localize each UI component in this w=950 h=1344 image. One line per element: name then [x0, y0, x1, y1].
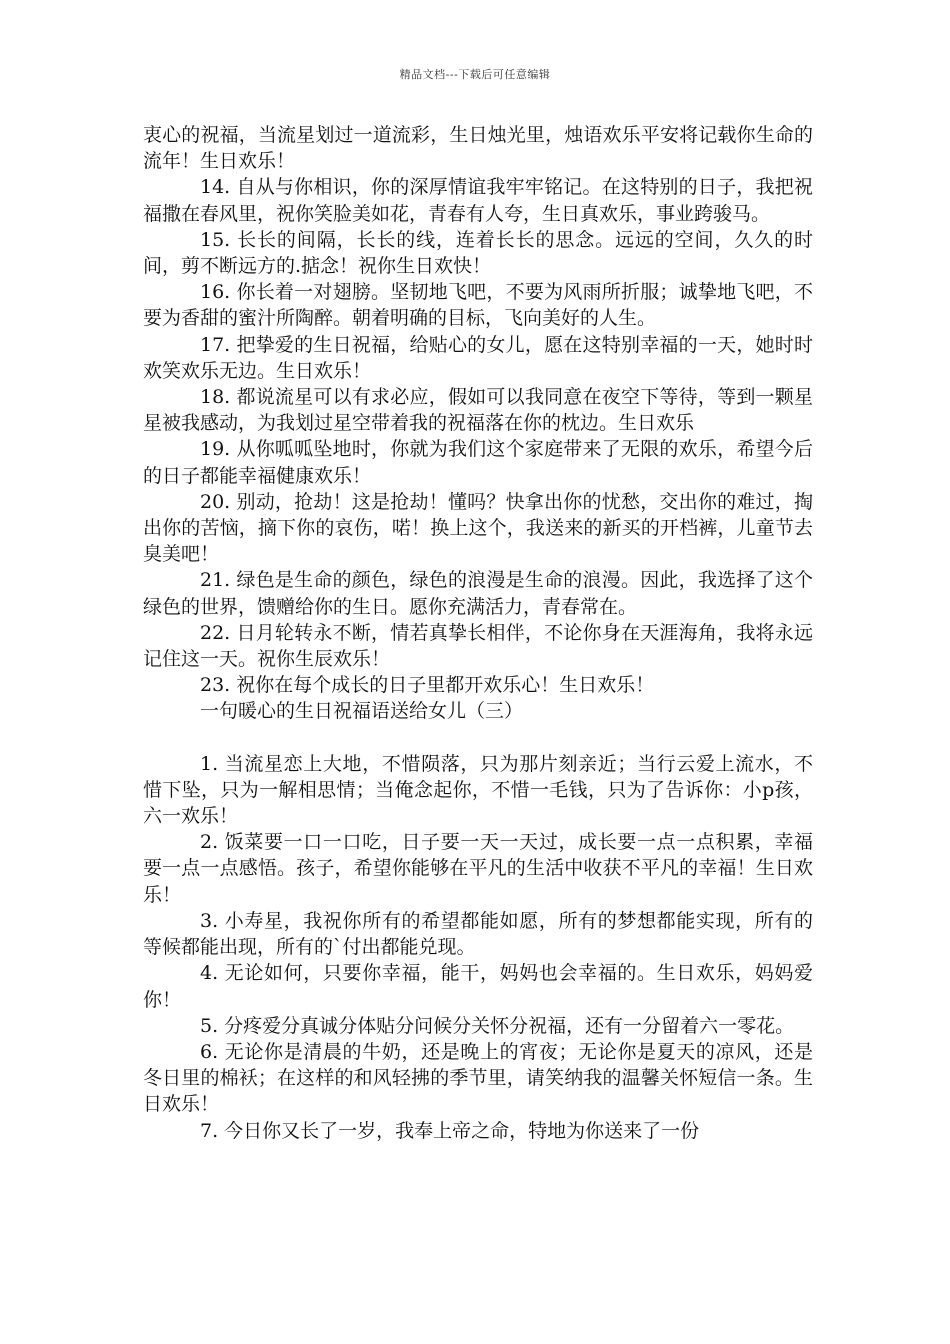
paragraph: 5. 分疼爱分真诚分体贴分问候分关怀分祝福，还有一分留着六一零花。	[200, 1014, 795, 1037]
document-body	[143, 122, 813, 1144]
paragraph: 20. 别动，抢劫！这是抢劫！懂吗？快拿出你的忧愁，交出你的难过，掏出你的苦恼，摘下你的哀伤，喏！换上这个，我送来的新买的开档裤，儿童节去臭美吧！	[143, 490, 813, 566]
paragraph: 18. 都说流星可以有求必应，假如可以我同意在夜空下等待，等到一颗星星被我感动，为我划过星空带着我的祝福落在你的枕边。生日欢乐	[143, 386, 813, 435]
paragraph: 14. 自从与你相识，你的深厚情谊我牢牢铭记。在这特别的日子，我把祝福撒在春风里，祝你笑脸美如花，青春有人夸，生日真欢乐，事业跨骏马。	[143, 176, 813, 225]
page-header: 精品文档---下载后可任意编辑	[399, 68, 551, 81]
paragraph: 17. 把挚爱的生日祝福，给贴心的女儿，愿在这特别幸福的一天，她时时欢笑欢乐无边。生日欢乐！	[143, 333, 813, 382]
paragraph: 19. 从你呱呱坠地时，你就为我们这个家庭带来了无限的欢乐，希望今后的日子都能幸福健康欢乐！	[143, 438, 813, 487]
paragraph: 衷心的祝福，当流星划过一道流彩，生日烛光里，烛语欢乐平安将记载你生命的流年！生日欢乐！	[143, 124, 813, 173]
paragraph: 23. 祝你在每个成长的日子里都开欢乐心！生日欢乐！	[200, 674, 655, 697]
paragraph: 15. 长长的间隔，长长的线，连着长长的思念。远远的空间，久久的时间，剪不断远方的.掂念！祝你生日欢快！	[143, 228, 813, 278]
paragraph: 2. 饭菜要一口一口吃，日子要一天一天过，成长要一点一点积累，幸福要一点一点感悟。孩子，希望你能够在平凡的生活中收获不平凡的幸福！生日欢乐！	[143, 831, 813, 906]
paragraph: 1. 当流星恋上大地，不惜陨落，只为那片刻亲近；当行云爱上流水，不惜下坠，只为一解相思情；当俺念起你，不惜一毛钱，只为了告诉你：小p孩，六一欢乐！	[143, 752, 813, 828]
paragraph: 3. 小寿星，我祝你所有的希望都能如愿，所有的梦想都能实现，所有的等候都能出现，所有的`付出都能兑现。	[143, 909, 813, 959]
paragraph: 7. 今日你又长了一岁，我奉上帝之命，特地为你送来了一份	[200, 1119, 700, 1142]
paragraph: 21. 绿色是生命的颜色，绿色的浪漫是生命的浪漫。因此，我选择了这个绿色的世界，馈赠给你的生日。愿你充满活力，青春常在。	[143, 569, 813, 618]
paragraph: 16. 你长着一对翅膀。坚韧地飞吧，不要为风雨所折服；诚挚地飞吧，不要为香甜的蜜汁所陶醉。朝着明确的目标，飞向美好的人生。	[143, 281, 813, 330]
paragraph: 22. 日月轮转永不断，情若真挚长相伴，不论你身在天涯海角，我将永远记住这一天。祝你生辰欢乐！	[143, 621, 813, 671]
paragraph-group-1	[143, 122, 813, 725]
paragraph: 4. 无论如何，只要你幸福，能干，妈妈也会幸福的。生日欢乐，妈妈爱你！	[143, 962, 813, 1011]
section-gap	[143, 725, 813, 751]
paragraph: 一句暖心的生日祝福语送给女儿（三）	[200, 700, 524, 723]
paragraph-group-2	[143, 751, 813, 1144]
paragraph: 6. 无论你是清晨的牛奶，还是晚上的宵夜；无论你是夏天的凉风，还是冬日里的棉袄；在这样的和风轻拂的季节里，请笑纳我的温馨关怀短信一条。生日欢乐！	[143, 1040, 813, 1116]
